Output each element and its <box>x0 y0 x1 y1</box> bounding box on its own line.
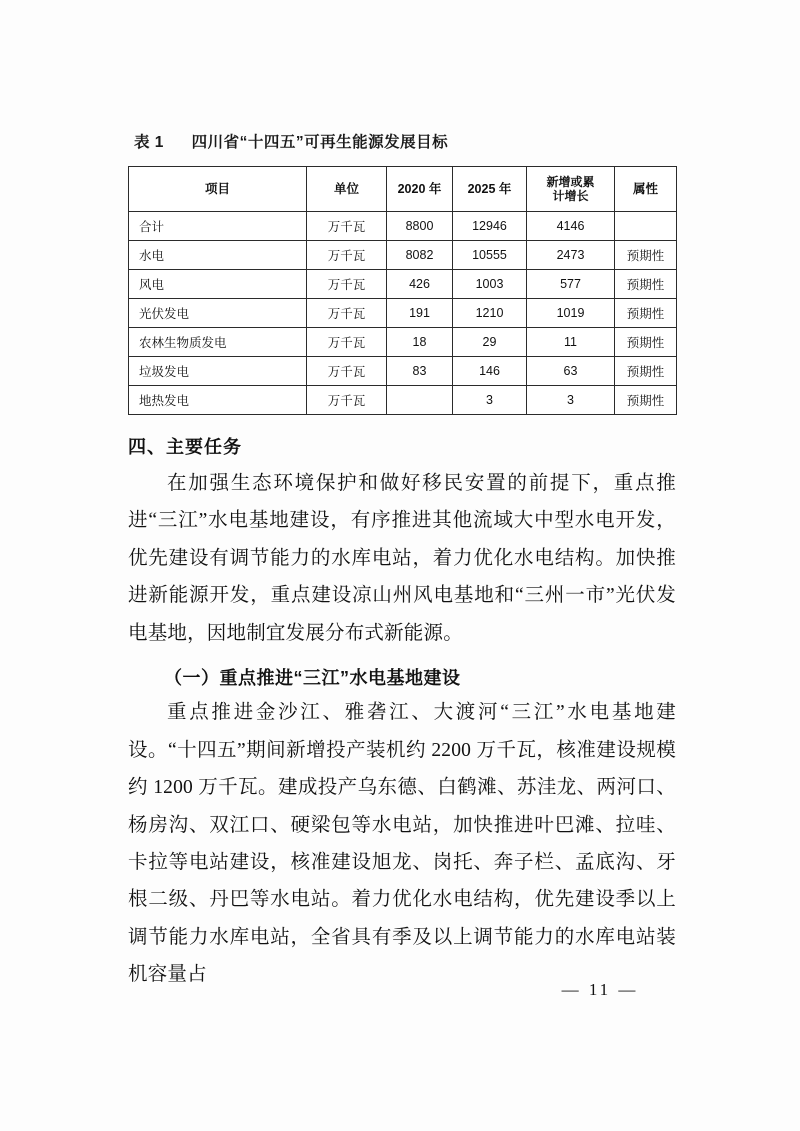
table-row <box>129 299 677 328</box>
cell-item: 地热发电 <box>129 386 307 415</box>
page-content <box>128 130 676 994</box>
header-growth-line1: 新增或累 <box>546 174 595 189</box>
page-number <box>0 980 800 1000</box>
cell-attribute: 预期性 <box>615 299 677 328</box>
cell-growth: 63 <box>527 357 615 386</box>
table-caption-title: 四川省“十四五”可再生能源发展目标 <box>191 134 449 151</box>
cell-attribute <box>615 212 677 241</box>
cell-2025: 1210 <box>453 299 527 328</box>
header-growth-line2: 计增长 <box>552 189 589 203</box>
table-caption <box>134 130 676 152</box>
cell-attribute: 预期性 <box>615 270 677 299</box>
table-body <box>129 212 677 415</box>
cell-2020: 8082 <box>387 241 453 270</box>
cell-unit: 万千瓦 <box>307 328 387 357</box>
sub-heading-sanjiang-hydropower: （一）重点推进“三江”水电基地建设 <box>164 668 461 689</box>
cell-growth: 4146 <box>527 212 615 241</box>
cell-item: 合计 <box>129 212 307 241</box>
cell-2025: 29 <box>453 328 527 357</box>
cell-unit: 万千瓦 <box>307 212 387 241</box>
cell-2025: 10555 <box>453 241 527 270</box>
cell-item: 农林生物质发电 <box>129 328 307 357</box>
cell-2020 <box>387 386 453 415</box>
cell-2020: 426 <box>387 270 453 299</box>
cell-unit: 万千瓦 <box>307 299 387 328</box>
cell-attribute: 预期性 <box>615 328 677 357</box>
cell-item: 垃圾发电 <box>129 357 307 386</box>
table-row <box>129 212 677 241</box>
table-row <box>129 357 677 386</box>
header-item: 项目 <box>129 167 307 212</box>
renewable-energy-targets-table <box>128 166 677 415</box>
table-row <box>129 386 677 415</box>
header-unit: 单位 <box>307 167 387 212</box>
header-attribute: 属性 <box>615 167 677 212</box>
table-row <box>129 241 677 270</box>
table-header <box>129 167 677 212</box>
cell-unit: 万千瓦 <box>307 241 387 270</box>
page-number-value: — 11 — <box>561 980 639 999</box>
header-growth <box>527 167 615 212</box>
cell-attribute: 预期性 <box>615 357 677 386</box>
table-header-row <box>129 167 677 212</box>
cell-2025: 3 <box>453 386 527 415</box>
section-heading-main-tasks: 四、主要任务 <box>128 437 242 457</box>
table-row <box>129 328 677 357</box>
cell-2025: 146 <box>453 357 527 386</box>
header-year-2020: 2020 年 <box>387 167 453 212</box>
cell-unit: 万千瓦 <box>307 270 387 299</box>
cell-unit: 万千瓦 <box>307 386 387 415</box>
header-year-2025: 2025 年 <box>453 167 527 212</box>
cell-growth: 11 <box>527 328 615 357</box>
cell-2025: 12946 <box>453 212 527 241</box>
cell-growth: 3 <box>527 386 615 415</box>
cell-attribute: 预期性 <box>615 386 677 415</box>
cell-unit: 万千瓦 <box>307 357 387 386</box>
cell-item: 风电 <box>129 270 307 299</box>
cell-attribute: 预期性 <box>615 241 677 270</box>
table-row <box>129 270 677 299</box>
cell-growth: 1019 <box>527 299 615 328</box>
cell-growth: 2473 <box>527 241 615 270</box>
cell-2020: 18 <box>387 328 453 357</box>
table-caption-label: 表 1 <box>134 134 164 151</box>
paragraph-sanjiang-detail: 重点推进金沙江、雅砻江、大渡河“三江”水电基地建设。“十四五”期间新增投产装机约 2200 万千瓦，核准建设规模约 1200 万千瓦。建成投产乌东德、白鹤滩、苏洼龙、两河口、杨房沟、双江口、硬梁包等水电站，加快推进叶巴滩、拉哇、卡拉等电站建设，核准建设旭龙、岗托、奔子栏、孟底沟、牙根二级、丹巴等水电站。着力优化水电结构，优先建设季以上调节能力水库电站，全省具有季及以上调节能力的水库电站装机容量占 <box>128 702 676 986</box>
cell-2020: 191 <box>387 299 453 328</box>
paragraph-overview: 在加强生态环境保护和做好移民安置的前提下，重点推进“三江”水电基地建设，有序推进其他流域大中型水电开发，优先建设有调节能力的水库电站，着力优化水电结构。加快推进新能源开发，重点建设凉山州风电基地和“三州一市”光伏发电基地，因地制宜发展分布式新能源。 <box>128 473 676 644</box>
cell-2020: 8800 <box>387 212 453 241</box>
cell-2020: 83 <box>387 357 453 386</box>
cell-growth: 577 <box>527 270 615 299</box>
cell-item: 光伏发电 <box>129 299 307 328</box>
cell-2025: 1003 <box>453 270 527 299</box>
cell-item: 水电 <box>129 241 307 270</box>
